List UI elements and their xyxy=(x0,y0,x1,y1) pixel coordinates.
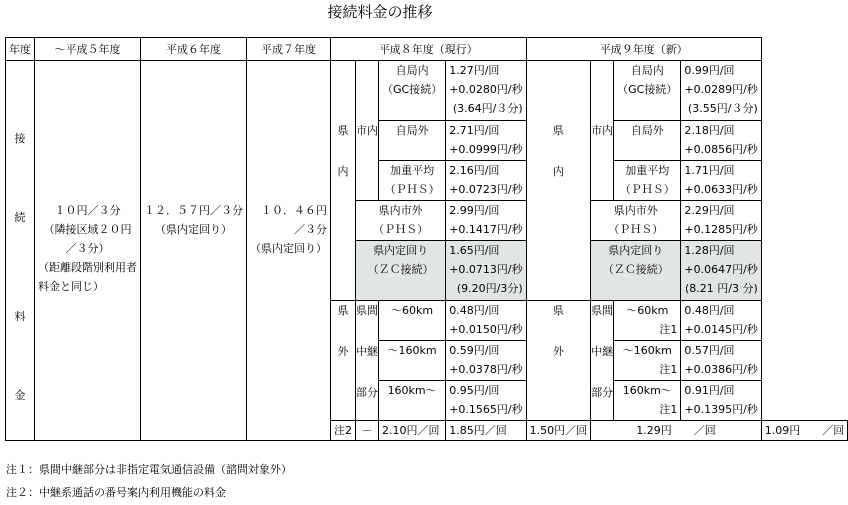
header-h5: ～平成５年度 xyxy=(35,38,141,61)
h8-phs-text: （ＰＨＳ） xyxy=(384,183,440,196)
h9-d160plus-value xyxy=(681,381,761,421)
h5-note-b: ／３分） xyxy=(65,242,110,255)
h8-jikyokugai-v1: +0.0999円/秒 xyxy=(449,143,523,156)
h9-kennai xyxy=(526,61,591,301)
header-h8: 平成８年度（現行） xyxy=(331,38,527,61)
row-label-d: 金 xyxy=(14,389,26,402)
h9-d160plus-v1: +0.1395円/秒 xyxy=(684,403,758,416)
footnote-2: 注２：中継系通話の番号案内利用機能の料金 xyxy=(6,486,226,499)
h8-kengai-gai: 外 xyxy=(337,345,349,358)
note2-h5: － xyxy=(356,421,379,441)
h9-kajuu-v1: +0.0633円/秒 xyxy=(684,183,758,196)
h9-ken-label: 県 xyxy=(552,124,564,137)
h9-shigai-text: 県内市外 xyxy=(613,204,658,217)
h8-kajuu-v0: 2.16円/回 xyxy=(449,164,500,177)
h9-shigai-label xyxy=(591,201,681,241)
h9-shigai-phs: （ＰＨＳ） xyxy=(608,223,664,236)
header-year: 年度 xyxy=(6,38,35,61)
h5-note-d: 料金と同じ） xyxy=(38,280,104,293)
h8-jikyokunai-v2: (3.64円/３分) xyxy=(452,102,523,115)
h9-d60-v0: 0.48円/回 xyxy=(684,304,735,317)
h7-rate-unit: ／３分 xyxy=(294,223,327,236)
h9-shigai-value xyxy=(681,201,761,241)
h9-jikyokunai-text: 自局内 xyxy=(630,64,664,77)
h8-shigai-phs: （ＰＨＳ） xyxy=(373,223,429,236)
header-h6: 平成６年度 xyxy=(141,38,247,61)
h9-kenkan-text: 県間 xyxy=(591,304,614,317)
h9-d160plus-note: 注1 xyxy=(659,403,678,416)
h9-d60-label xyxy=(614,301,681,341)
h9-jikyokugai-v1: +0.0856円/秒 xyxy=(684,143,758,156)
row-label-b: 続 xyxy=(14,211,26,224)
h8-nai-label: 内 xyxy=(337,165,349,178)
h9-zc-text: （ＺＣ接続） xyxy=(602,263,669,276)
h8-ken-label: 県 xyxy=(337,124,349,137)
h9-bubun-text: 部分 xyxy=(591,386,614,399)
h9-kenkan xyxy=(591,301,614,421)
h9-d160-value xyxy=(681,341,761,381)
h8-kennai xyxy=(331,61,356,301)
h8-kajuu-v1: +0.0723円/秒 xyxy=(449,183,523,196)
note2-label: 注2 xyxy=(331,421,356,441)
h9-d160-text: ～160km xyxy=(622,344,672,357)
h9-gc-text: （GC接続） xyxy=(617,83,678,96)
h5-note-a: （隣接区域２０円 xyxy=(43,223,132,236)
h8-shigai-text: 県内市外 xyxy=(378,204,423,217)
h8-jikyokugai-value xyxy=(446,121,526,161)
h9-kajuu-label xyxy=(614,161,681,201)
h9-jikyokugai-value xyxy=(681,121,761,161)
note2-h7: 1.50円／回 xyxy=(526,421,591,441)
h9-nai-label: 内 xyxy=(552,165,564,178)
h9-phs-text: （ＰＨＳ） xyxy=(619,183,675,196)
h8-jikyokunai-text: 自局内 xyxy=(395,64,429,77)
row-label-a: 接 xyxy=(14,132,26,145)
h8-kenkan-text: 県間 xyxy=(356,304,378,317)
h8-jikyokugai-v0: 2.71円/回 xyxy=(449,124,500,137)
h8-zc-text: （ＺＣ接続） xyxy=(367,263,434,276)
h6-cell xyxy=(141,61,247,441)
h8-shigai-value xyxy=(446,201,526,241)
h8-kenkan xyxy=(356,301,379,421)
footnote-1: 注１：県間中継部分は非指定電気通信設備（諮問対象外） xyxy=(6,463,292,476)
h9-chuukei-text: 中継 xyxy=(591,345,614,358)
header-row xyxy=(6,38,848,61)
h8-d60-value xyxy=(446,301,526,341)
h8-d160plus-v1: +0.1565円/秒 xyxy=(449,403,523,416)
h7-cell xyxy=(247,61,331,441)
h9-kengai-ken: 県 xyxy=(552,304,564,317)
h7-rate: １０．４６円 xyxy=(261,204,327,217)
h8-jikyokugai-label: 自局外 xyxy=(379,121,446,161)
h9-teikai-v0: 1.28円/回 xyxy=(684,244,735,257)
h9-jikyokunai-value xyxy=(681,61,761,121)
h8-jikyokunai-label xyxy=(379,61,446,121)
h9-teikai-label xyxy=(591,241,681,301)
h8-d160-label: ～160km xyxy=(379,341,446,381)
h8-gc-text: （GC接続） xyxy=(382,83,443,96)
h9-d60-value xyxy=(681,301,761,341)
page-title: 接続料金の推移 xyxy=(327,3,433,21)
h9-jikyokugai-label: 自局外 xyxy=(614,121,681,161)
h9-kajuu-text: 加重平均 xyxy=(625,164,670,177)
h9-kengai xyxy=(526,301,591,421)
h7-note: （県内定回り） xyxy=(250,242,327,255)
h8-shinai-label: 市内 xyxy=(356,124,378,137)
h9-jikyokunai-v0: 0.99円/回 xyxy=(684,64,735,77)
h9-jikyokunai-label xyxy=(614,61,681,121)
h9-kengai-gai: 外 xyxy=(552,345,564,358)
h8-kajuu-label xyxy=(379,161,446,201)
h8-kengai xyxy=(331,301,356,421)
h9-jikyokugai-v0: 2.18円/回 xyxy=(684,124,735,137)
h5-rate: １０円／３分 xyxy=(54,204,121,217)
rate-table xyxy=(5,37,848,441)
h9-jikyokunai-v1: +0.0289円/秒 xyxy=(684,83,758,96)
h9-shigai-v0: 2.29円/回 xyxy=(684,204,735,217)
h5-cell xyxy=(35,61,141,441)
h9-jikyokunai-v2: (3.55円/３分) xyxy=(688,102,758,115)
h9-shigai-v1: +0.1285円/秒 xyxy=(684,223,758,236)
h8-d160plus-value xyxy=(446,381,526,421)
h8-kajuu-value xyxy=(446,161,526,201)
h8-kengai-ken: 県 xyxy=(337,304,349,317)
h8-d60-v1: +0.0150円/秒 xyxy=(449,323,523,336)
h8-d160plus-label: 160km～ xyxy=(379,381,446,421)
h9-d60-text: ～60km xyxy=(626,304,669,317)
h9-shinai-label: 市内 xyxy=(591,124,614,137)
h8-d60-label: ～60km xyxy=(379,301,446,341)
header-h7: 平成７年度 xyxy=(247,38,331,61)
header-h9: 平成９年度（新） xyxy=(526,38,761,61)
h9-d160plus-text: 160km～ xyxy=(622,384,672,397)
h5-note-c: （距離段階別利用者 xyxy=(38,261,137,274)
h8-teikai-v1: +0.0713円/秒 xyxy=(449,263,523,276)
h6-note: （県内定回り） xyxy=(155,223,232,236)
h9-d160plus-label xyxy=(614,381,681,421)
note2-h6b: 1.85円／回 xyxy=(446,421,526,441)
h9-d160-v1: +0.0386円/秒 xyxy=(684,363,758,376)
h8-bubun-text: 部分 xyxy=(356,386,378,399)
h9-teikai-value xyxy=(681,241,761,301)
h9-d160-label xyxy=(614,341,681,381)
row-label xyxy=(6,61,35,441)
h8-shigai-label xyxy=(356,201,446,241)
h8-teikai-value xyxy=(446,241,526,301)
h8-d160plus-v0: 0.95円/回 xyxy=(449,384,500,397)
h8-d160-v0: 0.59円/回 xyxy=(449,344,500,357)
h9-teikai-v2: (8.21 円/3 分) xyxy=(685,282,758,295)
h8-jikyokunai-value xyxy=(446,61,526,121)
h9-kajuu-value xyxy=(681,161,761,201)
h8-teikai-label xyxy=(356,241,446,301)
h8-d160-value xyxy=(446,341,526,381)
h9-teikai-v1: +0.0647円/秒 xyxy=(684,263,758,276)
h9-shinai xyxy=(591,61,614,201)
h9-d60-note: 注1 xyxy=(659,323,678,336)
h8-jikyokunai-v0: 1.27円/回 xyxy=(449,64,500,77)
h8-d160-v1: +0.0378円/秒 xyxy=(449,363,523,376)
h8-jikyokunai-v1: +0.0280円/秒 xyxy=(449,83,523,96)
h8-shinai xyxy=(356,61,379,201)
h8-teikai-v2: (9.20円/3分) xyxy=(456,282,523,295)
h8-chuukei-text: 中継 xyxy=(356,345,378,358)
note2-h6a: 2.10円／回 xyxy=(379,421,446,441)
h9-d160-v0: 0.57円/回 xyxy=(684,344,735,357)
h9-d160-note: 注1 xyxy=(659,363,678,376)
h8-kajuu-text: 加重平均 xyxy=(390,164,435,177)
h8-shigai-v1: +0.1417円/秒 xyxy=(449,223,523,236)
h8-d60-v0: 0.48円/回 xyxy=(449,304,500,317)
note2-h9: 1.09円 ／回 xyxy=(761,421,848,441)
h8-teikai-text: 県内定回り xyxy=(373,244,429,257)
row-label-c: 料 xyxy=(14,310,26,323)
h9-d60-v1: +0.0145円/秒 xyxy=(684,323,758,336)
h6-rate: １２．５７円／３分 xyxy=(144,204,243,217)
h9-d160plus-v0: 0.91円/回 xyxy=(684,384,735,397)
h8-shigai-v0: 2.99円/回 xyxy=(449,204,500,217)
note2-h8: 1.29円 ／回 xyxy=(591,421,762,441)
h8-teikai-v0: 1.65円/回 xyxy=(449,244,500,257)
h9-kajuu-v0: 1.71円/回 xyxy=(684,164,735,177)
h9-teikai-text: 県内定回り xyxy=(608,244,664,257)
